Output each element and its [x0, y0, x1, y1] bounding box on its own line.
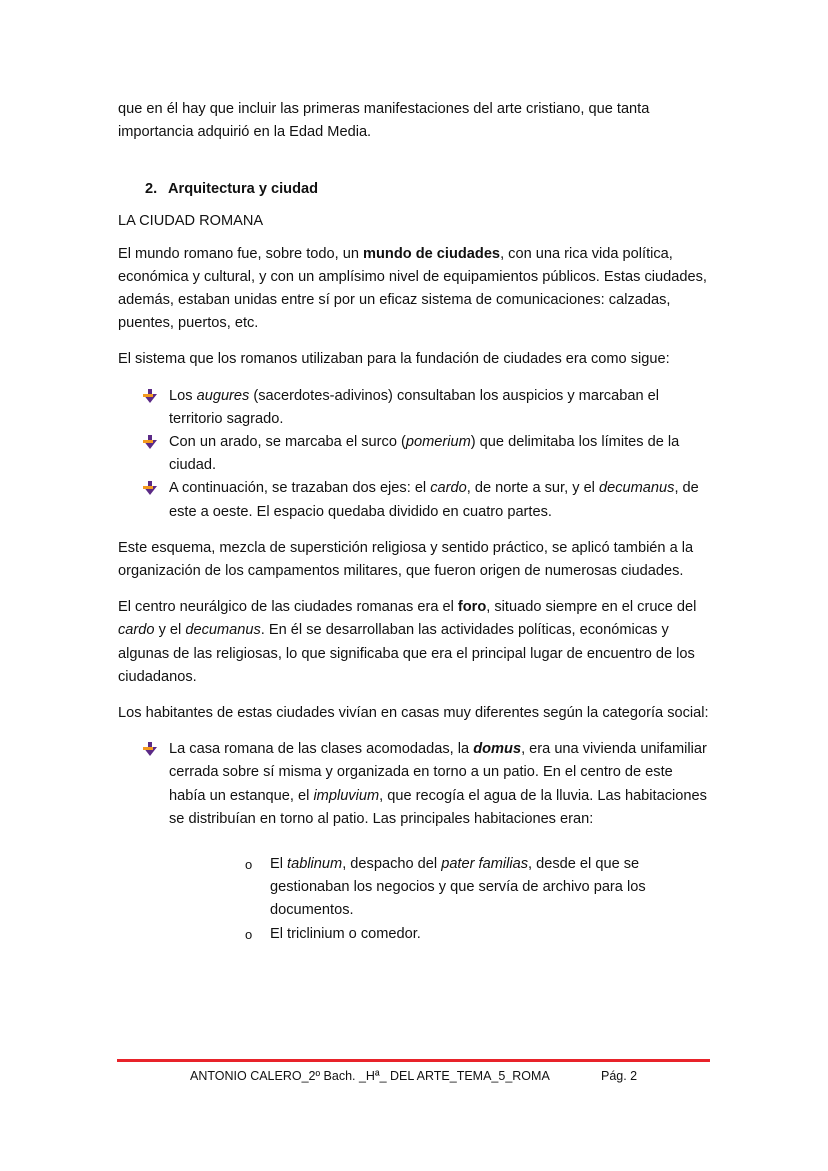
- text-run: ) que delimitaba los límites de la ciudad.: [169, 434, 680, 474]
- text-run: , era una vivienda unifamiliar cerrada sobre sí misma y organizada en torno a un patio. En el centro de este había un estanque, el: [169, 741, 707, 804]
- text-run: Los: [169, 387, 197, 404]
- bold-term: foro: [457, 599, 487, 616]
- text-run: El: [270, 856, 288, 873]
- sublist-item: [169, 853, 712, 923]
- footer-rule: [117, 1059, 710, 1062]
- text-run: y el: [154, 622, 186, 639]
- bold-italic-term: domus: [473, 741, 522, 758]
- text-run: , despacho del: [342, 856, 442, 873]
- founding-steps-list: [118, 385, 712, 524]
- text-run: El centro neurálgico de las ciudades romanas era el: [118, 599, 458, 616]
- italic-term: tablinum: [287, 856, 343, 873]
- text-run: , de este a oeste. El espacio quedaba dividido en cuatro partes.: [169, 480, 699, 520]
- section-number: 2.: [145, 181, 158, 198]
- arrow-bullet-icon: [143, 435, 159, 449]
- arrow-bullet-icon: [143, 389, 159, 403]
- italic-term: pater familias: [441, 856, 528, 873]
- text-run: . En él se desarrollaban las actividades políticas, económicas y algunas de las religiosas, lo que significaba que era el principal lugar de encuentro de los ciudadanos.: [118, 622, 695, 685]
- section-subtitle: LA CIUDAD ROMANA: [118, 213, 264, 230]
- circle-bullet-icon: o: [245, 926, 253, 942]
- list-item: [118, 477, 712, 523]
- page-body: [118, 98, 712, 959]
- italic-term: cardo: [430, 480, 467, 497]
- arrow-bullet-icon: [143, 481, 159, 495]
- page-number: Pág. 2: [601, 1069, 638, 1083]
- text-run: El triclinium o comedor.: [270, 925, 421, 942]
- text-run: , situado siempre en el cruce del: [486, 599, 697, 616]
- text-run: , que recogía el agua de la lluvia. Las habitaciones se distribuían en torno al patio. Las principales habitaciones eran:: [169, 787, 707, 827]
- text-run: (sacerdotes-adivinos) consultaban los auspicios y marcaban el territorio sagrado.: [169, 387, 659, 427]
- section-title: Arquitectura y ciudad: [168, 181, 319, 198]
- footer-author-title: ANTONIO CALERO_2º Bach. _Hª_ DEL ARTE_TEMA_5_ROMA: [190, 1069, 550, 1083]
- list-item: [118, 738, 712, 946]
- text-run: , con una rica vida política, económica y cultural, y con un amplísimo nivel de equipamientos públicos. Estas ciudades, además, estaban unidas entre sí por un eficaz sistema de comunicaciones: calzadas, puentes, puertos, etc.: [118, 245, 707, 332]
- intro-paragraph: que en él hay que incluir las primeras manifestaciones del arte cristiano, que tanta importancia adquirió en la Edad Media.: [118, 101, 650, 141]
- text-run: Con un arado, se marcaba el surco (: [169, 434, 406, 451]
- italic-term: decumanus: [598, 480, 675, 497]
- paragraph-founding-system: El sistema que los romanos utilizaban para la fundación de ciudades era como sigue:: [118, 351, 670, 368]
- italic-term: cardo: [118, 622, 155, 639]
- text-run: El mundo romano fue, sobre todo, un: [118, 245, 364, 262]
- italic-term: decumanus: [185, 622, 261, 639]
- bold-term: mundo de ciudades: [363, 245, 501, 262]
- text-run: La casa romana de las clases acomodadas, la: [169, 741, 474, 758]
- paragraph-housing: Los habitantes de estas ciudades vivían en casas muy diferentes según la categoría social:: [118, 705, 709, 722]
- list-item: [118, 431, 712, 477]
- section-heading: [145, 178, 712, 201]
- text-run: , de norte a sur, y el: [466, 480, 599, 497]
- paragraph-world-of-cities: [118, 243, 712, 336]
- list-item: [118, 385, 712, 431]
- arrow-bullet-icon: [143, 742, 159, 756]
- circle-bullet-icon: o: [245, 857, 253, 873]
- text-run: A continuación, se trazaban dos ejes: el: [169, 480, 431, 497]
- housing-list: [118, 738, 712, 946]
- rooms-sublist: [169, 853, 712, 946]
- italic-term: impluvium: [313, 787, 380, 804]
- sublist-item: [169, 923, 712, 946]
- paragraph-forum: [118, 596, 712, 689]
- text-run: , desde el que se gestionaban los negocios y que servía de archivo para los documentos.: [270, 856, 646, 919]
- paragraph-scheme: Este esquema, mezcla de superstición religiosa y sentido práctico, se aplicó también a la organización de los campamentos militares, que fueron origen de numerosas ciudades.: [118, 539, 694, 580]
- italic-term: augures: [196, 387, 250, 404]
- italic-term: pomerium: [405, 434, 471, 451]
